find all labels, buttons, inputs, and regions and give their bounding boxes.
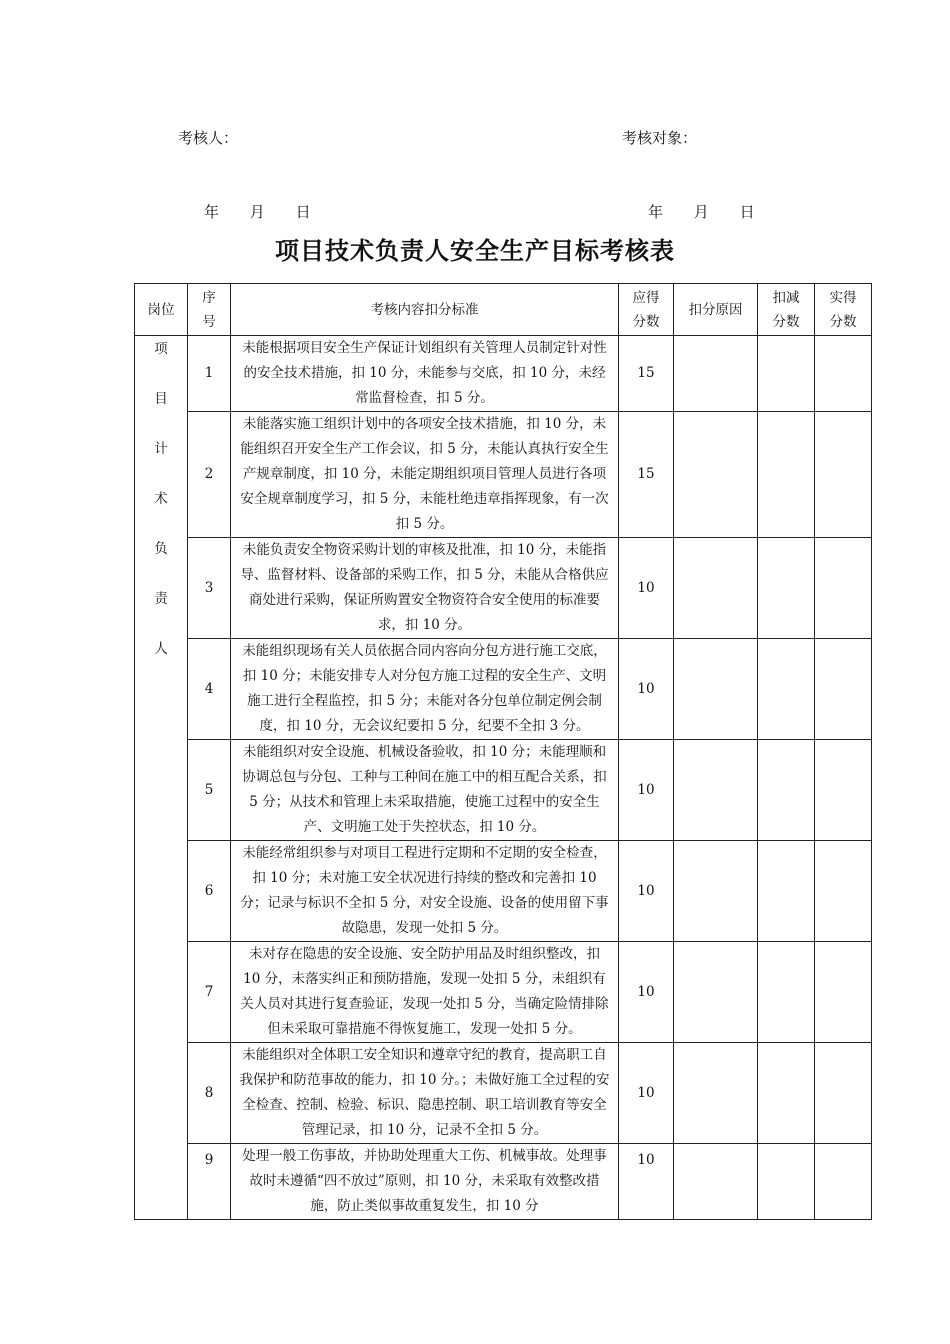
actual-points-cell[interactable] bbox=[815, 942, 872, 1043]
due-points-cell: 10 bbox=[619, 538, 674, 639]
month-label: 月 bbox=[249, 203, 265, 221]
post-char: 术 bbox=[154, 491, 168, 507]
actual-points-cell[interactable] bbox=[815, 412, 872, 538]
actual-points-cell[interactable] bbox=[815, 740, 872, 841]
actual-points-cell[interactable] bbox=[815, 1043, 872, 1144]
table-row bbox=[135, 1144, 872, 1220]
seq-cell: 5 bbox=[188, 740, 231, 841]
col-header-post: 岗位 bbox=[135, 284, 188, 336]
page-title: 项目技术负责人安全生产目标考核表 bbox=[275, 237, 675, 265]
table-row bbox=[135, 412, 872, 538]
deducted-points-cell[interactable] bbox=[758, 1144, 815, 1220]
criteria-cell: 未能经常组织参与对项目工程进行定期和不定期的安全检查，扣 10 分；未对施工安全状况进行持续的整改和完善扣 10 分；记录与标识不全扣 5 分，对安全设施、设备的使用留下事故隐患，发现一处扣 5 分。 bbox=[231, 841, 619, 942]
post-char: 负 bbox=[154, 541, 168, 557]
assessment-table bbox=[134, 283, 872, 1220]
due-points-cell: 10 bbox=[619, 841, 674, 942]
due-points-cell: 10 bbox=[619, 740, 674, 841]
seq-cell: 2 bbox=[188, 412, 231, 538]
deducted-points-cell[interactable] bbox=[758, 1043, 815, 1144]
assessor-date bbox=[204, 202, 311, 222]
deducted-points-cell[interactable] bbox=[758, 639, 815, 740]
table-row bbox=[135, 336, 872, 412]
reason-cell[interactable] bbox=[674, 1043, 758, 1144]
criteria-cell: 未能负责安全物资采购计划的审核及批准，扣 10 分，未能指导、监督材料、设备部的采购工作，扣 5 分，未能从合格供应商处进行采购，保证所购置安全物资符合安全使用的标准要求，扣 10 分。 bbox=[231, 538, 619, 639]
table-row bbox=[135, 538, 872, 639]
reason-cell[interactable] bbox=[674, 538, 758, 639]
col-header-due-points: 应得 分数 bbox=[619, 284, 674, 336]
criteria-cell: 未能落实施工组织计划中的各项安全技术措施，扣 10 分，未能组织召开安全生产工作会议，扣 5 分，未能认真执行安全生产规章制度，扣 10 分，未能定期组织项目管理人员进行各项安全规章制度学习，扣 5 分，未能杜绝违章指挥现象，有一次扣 5 分。 bbox=[231, 412, 619, 538]
seq-cell: 3 bbox=[188, 538, 231, 639]
due-points-cell: 10 bbox=[619, 942, 674, 1043]
reason-cell[interactable] bbox=[674, 841, 758, 942]
assessment-target-label: 考核对象： bbox=[622, 129, 698, 147]
deducted-points-cell[interactable] bbox=[758, 336, 815, 412]
post-cell bbox=[135, 336, 188, 1220]
post-char: 计 bbox=[154, 441, 168, 457]
criteria-cell: 未能组织对全体职工安全知识和遵章守纪的教育，提高职工自我保护和防范事故的能力，扣 10 分。；未做好施工全过程的安全检查、控制、检验、标识、隐患控制、职工培训教育等安全管理记录，扣 10 分，记录不全扣 5 分。 bbox=[231, 1043, 619, 1144]
col-header-actual-points: 实得 分数 bbox=[815, 284, 872, 336]
table-row bbox=[135, 841, 872, 942]
table-row bbox=[135, 740, 872, 841]
deducted-points-cell[interactable] bbox=[758, 538, 815, 639]
col-header-reason: 扣分原因 bbox=[674, 284, 758, 336]
due-points-cell: 10 bbox=[619, 1144, 674, 1220]
criteria-cell: 未能组织对安全设施、机械设备验收，扣 10 分；未能理顺和协调总包与分包、工种与工种间在施工中的相互配合关系，扣 5 分；从技术和管理上未采取措施，使施工过程中的安全生产、文明施工处于失控状态，扣 10 分。 bbox=[231, 740, 619, 841]
actual-points-cell[interactable] bbox=[815, 841, 872, 942]
day-label: 日 bbox=[739, 203, 755, 221]
seq-cell: 6 bbox=[188, 841, 231, 942]
col-header-seq: 序 号 bbox=[188, 284, 231, 336]
reason-cell[interactable] bbox=[674, 336, 758, 412]
criteria-cell: 未能根据项目安全生产保证计划组织有关管理人员制定针对性的安全技术措施，扣 10 分，未能参与交底，扣 10 分，未经常监督检查，扣 5 分。 bbox=[231, 336, 619, 412]
seq-cell: 8 bbox=[188, 1043, 231, 1144]
deducted-points-cell[interactable] bbox=[758, 841, 815, 942]
deducted-points-cell[interactable] bbox=[758, 740, 815, 841]
post-char: 责 bbox=[154, 591, 168, 607]
actual-points-cell[interactable] bbox=[815, 639, 872, 740]
due-points-cell: 10 bbox=[619, 639, 674, 740]
seq-cell: 7 bbox=[188, 942, 231, 1043]
due-points-cell: 15 bbox=[619, 412, 674, 538]
table-row bbox=[135, 942, 872, 1043]
day-label: 日 bbox=[295, 203, 311, 221]
criteria-cell: 未能组织现场有关人员依据合同内容向分包方进行施工交底，扣 10 分；未能安排专人对分包方施工过程的安全生产、文明施工进行全程监控，扣 5 分；未能对各分包单位制定例会制度，扣 10 分，无会议纪要扣 5 分，纪要不全扣 3 分。 bbox=[231, 639, 619, 740]
post-char: 项 bbox=[154, 341, 168, 357]
table-row bbox=[135, 639, 872, 740]
actual-points-cell[interactable] bbox=[815, 1144, 872, 1220]
seq-cell: 4 bbox=[188, 639, 231, 740]
seq-cell: 1 bbox=[188, 336, 231, 412]
post-char: 人 bbox=[154, 641, 168, 657]
month-label: 月 bbox=[693, 203, 709, 221]
due-points-cell: 10 bbox=[619, 1043, 674, 1144]
reason-cell[interactable] bbox=[674, 740, 758, 841]
actual-points-cell[interactable] bbox=[815, 538, 872, 639]
deducted-points-cell[interactable] bbox=[758, 942, 815, 1043]
reason-cell[interactable] bbox=[674, 942, 758, 1043]
reason-cell[interactable] bbox=[674, 412, 758, 538]
table-row bbox=[135, 1043, 872, 1144]
col-header-content: 考核内容扣分标准 bbox=[231, 284, 619, 336]
reason-cell[interactable] bbox=[674, 639, 758, 740]
header-row bbox=[135, 284, 872, 336]
post-char: 目 bbox=[154, 391, 168, 407]
seq-cell: 9 bbox=[188, 1144, 231, 1220]
criteria-cell: 未对存在隐患的安全设施、安全防护用品及时组织整改，扣 10 分，未落实纠正和预防措施，发现一处扣 5 分，未组织有关人员对其进行复查验证，发现一处扣 5 分，当确定险情排除但未采取可靠措施不得恢复施工，发现一处扣 5 分。 bbox=[231, 942, 619, 1043]
due-points-cell: 15 bbox=[619, 336, 674, 412]
col-header-deducted-points: 扣减 分数 bbox=[758, 284, 815, 336]
reason-cell[interactable] bbox=[674, 1144, 758, 1220]
target-date bbox=[648, 202, 755, 222]
actual-points-cell[interactable] bbox=[815, 336, 872, 412]
criteria-cell: 处理一般工伤事故，并协助处理重大工伤、机械事故。处理事故时未遵循“四不放过”原则，扣 10 分，未采取有效整改措施，防止类似事故重复发生，扣 10 分 bbox=[231, 1144, 619, 1220]
year-label: 年 bbox=[648, 203, 664, 221]
assessor-label: 考核人： bbox=[178, 129, 239, 147]
year-label: 年 bbox=[204, 203, 220, 221]
deducted-points-cell[interactable] bbox=[758, 412, 815, 538]
